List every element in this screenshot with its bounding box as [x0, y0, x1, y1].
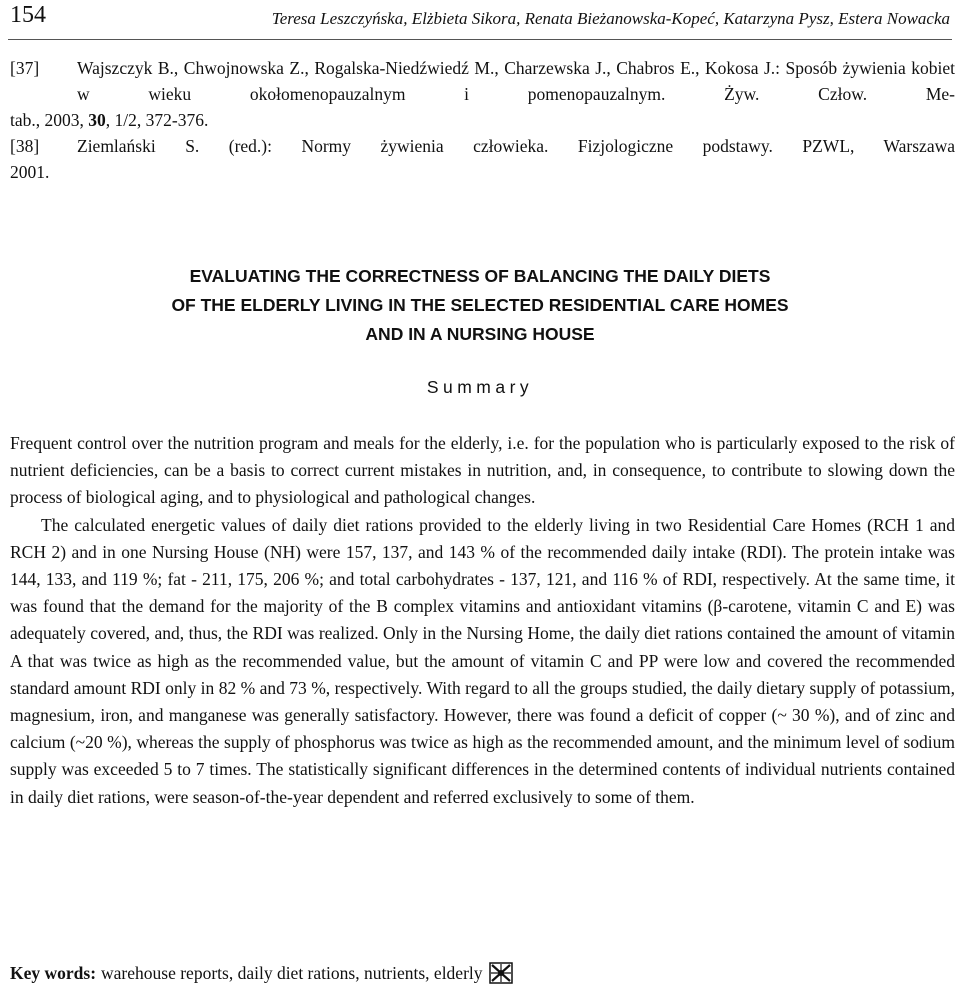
title-line: AND IN A NURSING HOUSE: [365, 324, 595, 344]
volume-number: 30: [88, 110, 106, 130]
reference-number: [38]: [10, 136, 40, 156]
header-rule: [8, 39, 952, 40]
page-header: [10, 2, 950, 36]
running-head-authors: Teresa Leszczyńska, Elżbieta Sikora, Renata Bieżanowska-Kopeć, Katarzyna Pysz, Estera Nowacka: [271, 9, 950, 28]
reference-text: Wajszczyk B., Chwojnowska Z., Rogalska-Niedźwiedź M., Charzewska J., Chabros E., Kokosa J.: Sposób żywienia kobiet w wieku okołomenopauzalnym i pomenopauzalnym. Żyw. Człow. Me-: [77, 58, 955, 104]
abstract-paragraph: The calculated energetic values of daily diet rations provided to the elderly living in two Residential Care Homes (RCH 1 and RCH 2) and in one Nursing House (NH) were 157, 137, and 143 % of the recommended daily intake (RDI). The protein intake was 144, 133, and 119 %; fat - 211, 175, 206 %; and total carbohydrates - 137, 121, and 116 % of RDI, respectively. At the same time, it was found that the demand for the majority of the B complex vitamins and antioxidant vitamins (β-carotene, vitamin C and E) was adequately covered, and, thus, the RDI was realized. Only in the Nursing Home, the daily diet rations contained the amount of vitamin A that was twice as high as the recommended value, but the amount of vitamin C and PP were low and covered the recommended standard amount RDI only in 82 % and 73 %, respectively. With regard to all the groups studied, the daily dietary supply of potassium, magnesium, iron, and manganese was generally satisfactory. However, there was found a deficit of copper (~ 30 %), and of zinc and calcium (~20 %), whereas the supply of phosphorus was twice as high as the recommended amount, and the minimum level of sodium supply was exceeded 5 to 7 times. The statistically significant differences in the determined contents of individual nutrients contained in daily diet rations, were season-of-the-year dependent and referred exclusively to some of them.: [10, 514, 955, 807]
reference-number: [37]: [10, 58, 40, 78]
reference-text: Ziemlański S. (red.): Normy żywienia człowieka. Fizjologiczne podstawy. PZWL, Warszawa: [77, 136, 955, 156]
page-number: 154: [10, 2, 46, 28]
summary-abstract: [10, 430, 955, 811]
keywords-label: Key words:: [10, 962, 97, 983]
keywords-line: [10, 962, 513, 984]
reference-text-continuation: 2001.: [10, 162, 50, 182]
reference-text-continuation: tab., 2003, 30, 1/2, 372-376.: [10, 110, 209, 130]
abstract-paragraph: Frequent control over the nutrition program and meals for the elderly, i.e. for the population who is particularly exposed to the risk of nutrient deficiencies, can be a basis to correct current mistakes in nutrition, and, in consequence, to contribute to slowing down the process of biological aging, and to physiological and pathological changes.: [10, 433, 955, 508]
summary-heading: Summary: [426, 377, 534, 397]
keywords-text: warehouse reports, daily diet rations, nutrients, elderly: [101, 962, 483, 983]
title-line: EVALUATING THE CORRECTNESS OF BALANCING THE DAILY DIETS: [189, 266, 771, 286]
article-title: [0, 262, 960, 349]
title-line: OF THE ELDERLY LIVING IN THE SELECTED RESIDENTIAL CARE HOMES: [171, 295, 789, 315]
reference-list: [10, 55, 955, 185]
reference-item: [10, 133, 955, 185]
ornamental-square-icon: [489, 962, 513, 984]
reference-item: [10, 55, 955, 133]
